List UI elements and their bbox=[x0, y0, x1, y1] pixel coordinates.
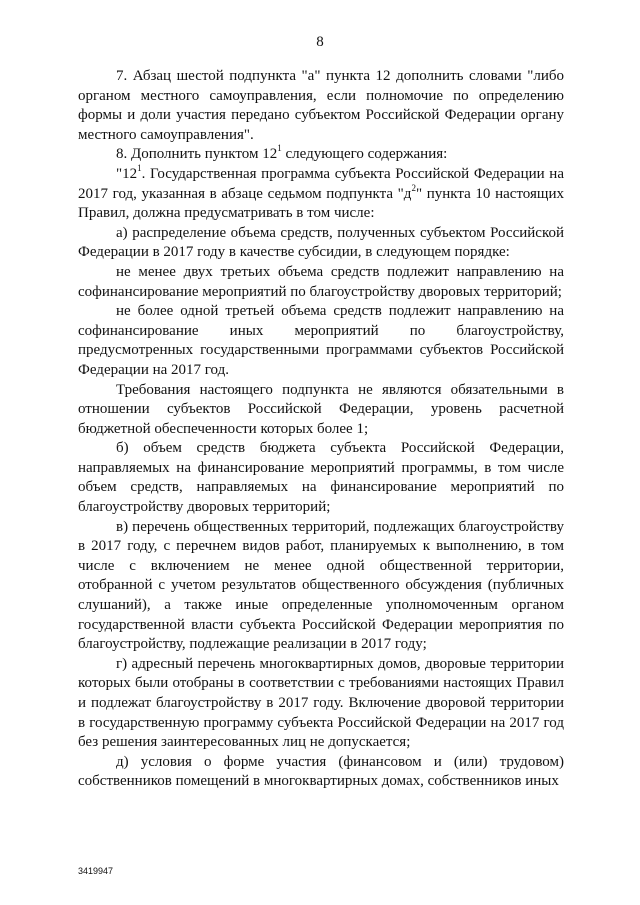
paragraph-text: д) условия о форме участия (финансовом и (или) трудовом) собственников помещений в многоквартирных домах, собственников иных bbox=[78, 753, 564, 790]
paragraph-text: б) объем средств бюджета субъекта Российской Федерации, направляемых на финансирование мероприятий программы, в том числе объем средств, направляемых на финансирование мероприятий по благоустройству дворовых территорий; bbox=[78, 440, 564, 516]
paragraph-text: "12 bbox=[116, 165, 138, 182]
paragraph-text: следующего содержания: bbox=[281, 146, 448, 163]
paragraph-text: . Государственная программа субъекта Российской Федерации на 2017 год, указанная в абзаце седьмом подпункта "д bbox=[78, 165, 564, 202]
superscript: 2 bbox=[411, 182, 416, 193]
paragraph-text: " пункта 10 настоящих Правил, должна предусматривать в том числе: bbox=[78, 185, 564, 222]
document-code: 3419947 bbox=[78, 866, 114, 876]
subpoint-a bbox=[78, 224, 564, 263]
paragraph-text: 7. Абзац шестой подпункта "а" пункта 12 дополнить словами "либо органом местного самоуправления, если полномочие по определению формы и доли участия передано субъектом Российской Федерации органу местного самоуправления". bbox=[78, 68, 564, 143]
paragraph-text: а) распределение объема средств, полученных субъектом Российской Федерации в 2017 году в качестве субсидии, в следующем порядке: bbox=[78, 224, 564, 261]
page-number: 8 bbox=[316, 34, 324, 50]
paragraph-text: г) адресный перечень многоквартирных домов, дворовые территории которых были отобраны в соответствии с требованиями настоящих Правил и подлежат благоустройству в 2017 году. Включение дворовой территории в государственную программу субъекта Российской Федерации на 2017 год без решения заинтересованных лиц не допускается; bbox=[78, 655, 564, 751]
document-body bbox=[78, 67, 564, 792]
paragraph-text: не менее двух третьих объема средств подлежит направлению на софинансирование мероприятий по благоустройству дворовых территорий; bbox=[78, 263, 564, 300]
subpoint-b bbox=[78, 439, 564, 517]
subpoint-v bbox=[78, 518, 564, 655]
superscript: 1 bbox=[277, 143, 282, 154]
subpoint-a-note bbox=[78, 381, 564, 440]
subpoint-a-item-1 bbox=[78, 263, 564, 302]
subpoint-d bbox=[78, 753, 564, 792]
superscript: 1 bbox=[137, 162, 142, 173]
paragraph-item-8 bbox=[78, 145, 564, 165]
paragraph-text: не более одной третьей объема средств подлежит направлению на софинансирование иных мероприятий по благоустройству, предусмотренных государственными программами субъектов Российской Федерации на 2017 год. bbox=[78, 303, 564, 378]
subpoint-a-item-2 bbox=[78, 302, 564, 380]
paragraph-text: 8. Дополнить пунктом 12 bbox=[116, 146, 278, 163]
paragraph-text: в) перечень общественных территорий, подлежащих благоустройству в 2017 году, с перечнем видов работ, планируемых к выполнению, в том числе с включением не менее одной общественной территории, отобранной с учетом результатов общественного обсуждения (публичных слушаний), а также иные определенные уполномоченным органом государственной власти субъекта Российской Федерации мероприятия по благоустройству, подлежащие реализации в 2017 году; bbox=[78, 518, 564, 653]
subpoint-g bbox=[78, 655, 564, 753]
paragraph-item-12-1 bbox=[78, 162, 564, 224]
paragraph-item-7 bbox=[78, 67, 564, 145]
paragraph-text: Требования настоящего подпункта не являются обязательными в отношении субъектов Российской Федерации, уровень расчетной бюджетной обеспеченности которых более 1; bbox=[78, 381, 564, 437]
